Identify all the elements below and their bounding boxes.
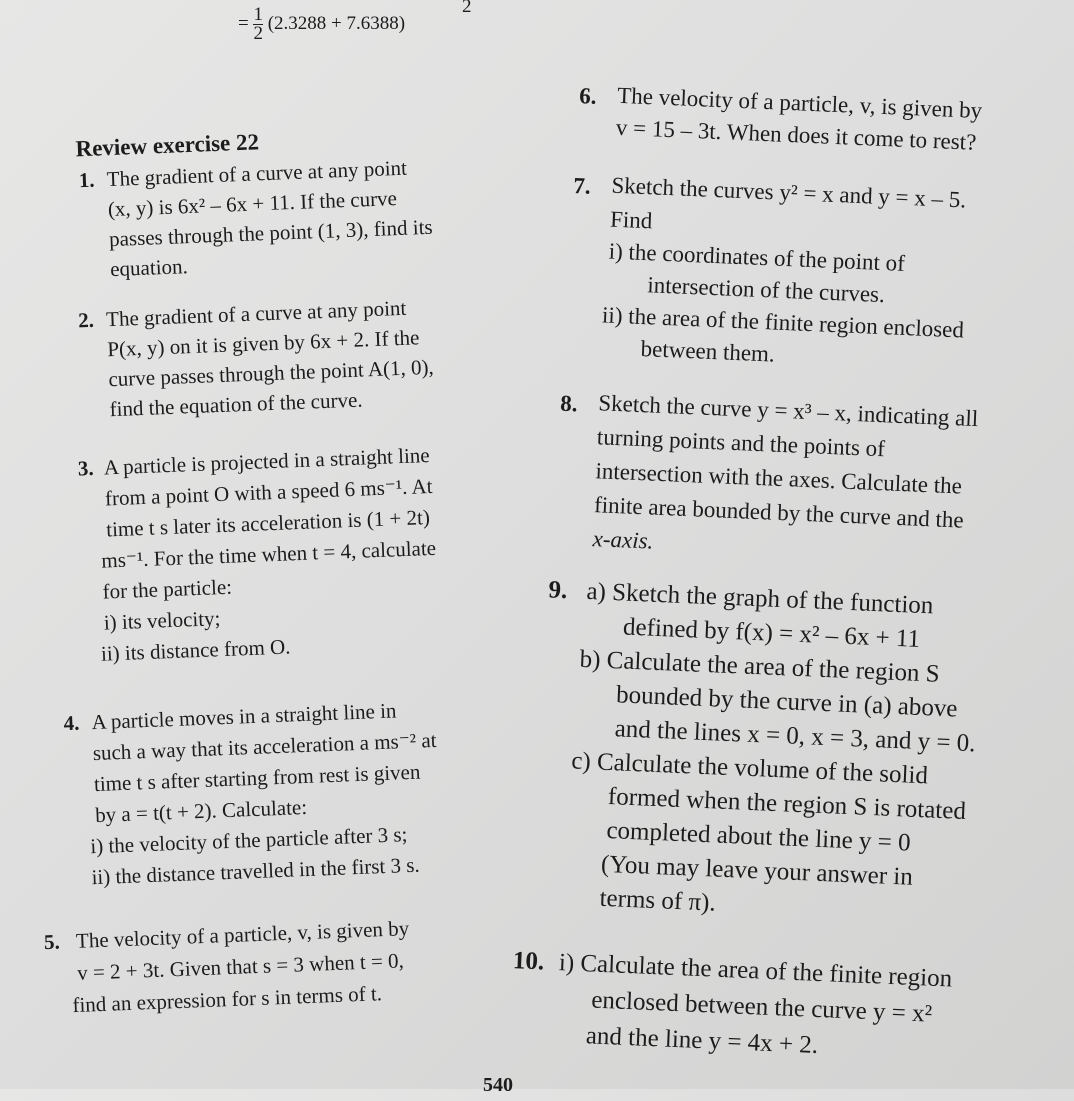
q3-line-4: ms⁻¹. For the time when t = 4, calculate — [100, 535, 437, 573]
q2-line-3: curve passes through the point A(1, 0), — [107, 354, 435, 392]
q7-line-3: i) the coordinates of the point of — [608, 238, 906, 276]
q3-number: 3. — [77, 455, 95, 481]
q3-line-3: time t s later its acceleration is (1 + 2t) — [105, 505, 431, 542]
q9-line-7: formed when the region S is rotated — [607, 783, 967, 825]
q4-number: 4. — [63, 710, 80, 736]
q1-line-4: equation. — [109, 254, 189, 282]
q9-number: 9. — [547, 576, 568, 605]
q9-line-1: a) Sketch the graph of the function — [585, 577, 934, 620]
q5-line-1: The velocity of a particle, v, is given by — [75, 916, 410, 953]
q4-line-4: by a = t(t + 2). Calculate: — [94, 794, 308, 828]
q9-line-5: and the lines x = 0, x = 3, and y = 0. — [614, 715, 977, 758]
equals-sign: = — [238, 12, 254, 34]
q5-line-2: v = 2 + 3t. Given that s = 3 when t = 0, — [76, 948, 405, 985]
fraction-numerator: 1 — [253, 4, 263, 25]
q6-line-2: v = 15 – 3t. When does it come to rest? — [615, 114, 977, 155]
q2-line-1: The gradient of a curve at any point — [105, 295, 407, 332]
q8-line-4: finite area bounded by the curve and the — [593, 492, 965, 533]
page-number: 540 — [483, 1074, 513, 1096]
top-fragment-digit: 2 — [462, 0, 472, 17]
q9-line-9: (You may leave your answer in — [600, 850, 914, 891]
q7-line-1: Sketch the curves y² = x and y = x – 5. — [611, 172, 967, 213]
q10-line-2: enclosed between the curve y = x² — [590, 986, 933, 1028]
q4-line-6: ii) the distance travelled in the first 3 s. — [91, 852, 421, 890]
q10-line-1: i) Calculate the area of the finite region — [558, 949, 953, 993]
q1-number: 1. — [78, 167, 95, 193]
q5-number: 5. — [43, 929, 61, 955]
q9-line-2: defined by f(x) = x² – 6x + 11 — [622, 613, 921, 653]
q3-line-6: i) its velocity; — [103, 606, 221, 635]
q7-number: 7. — [572, 173, 592, 199]
q4-line-2: such a way that its acceleration a ms⁻² at — [92, 727, 437, 766]
q3-line-5: for the particle: — [102, 574, 233, 604]
q9-line-3: b) Calculate the area of the region S — [579, 645, 941, 688]
q9-line-6: c) Calculate the volume of the solid — [570, 747, 929, 790]
fragment-expression: (2.3288 + 7.6388) — [267, 12, 406, 34]
q5-line-3: find an expression for s in terms of t. — [71, 981, 383, 1018]
q3-line-1: A particle is projected in a straight line — [103, 442, 431, 480]
q7-line-6: between them. — [640, 335, 776, 367]
right-column — [498, 0, 1074, 1101]
q6-line-1: The velocity of a particle, v, is given by — [616, 82, 983, 124]
q9-line-4: bounded by the curve in (a) above — [615, 681, 959, 723]
q1-line-2: (x, y) is 6x² – 6x + 11. If the curve — [107, 186, 398, 222]
q7-line-2: Find — [609, 206, 653, 234]
q3-line-2: from a point O with a speed 6 ms⁻¹. At — [104, 473, 433, 511]
q8-line-2: turning points and the points of — [596, 424, 886, 462]
q2-number: 2. — [77, 307, 95, 333]
q8-line-5: x-axis. — [592, 526, 654, 554]
q4-line-5: i) the velocity of the particle after 3 s; — [89, 822, 408, 859]
q1-line-3: passes through the point (1, 3), find its — [108, 214, 434, 252]
fraction-denominator: 2 — [253, 23, 263, 44]
q7-line-5: ii) the area of the finite region enclosed — [601, 302, 965, 343]
q10-line-3: and the line y = 4x + 2. — [585, 1022, 819, 1060]
q3-line-7: ii) its distance from O. — [100, 634, 291, 666]
q9-line-10: terms of π). — [599, 884, 717, 917]
q4-line-1: A particle moves in a straight line in — [91, 698, 397, 735]
q8-number: 8. — [559, 390, 579, 417]
q2-line-2: P(x, y) on it is given by 6x + 2. If the — [106, 325, 420, 362]
q2-line-4: find the equation of the curve. — [109, 387, 363, 422]
q9-line-8: completed about the line y = 0 — [605, 816, 912, 857]
q10-number: 10. — [512, 947, 545, 976]
q8-line-3: intersection with the axes. Calculate the — [595, 458, 963, 499]
q1-line-1: The gradient of a curve at any point — [106, 155, 408, 192]
q7-line-4: intersection of the curves. — [646, 272, 886, 308]
exercise-heading: Review exercise 22 — [75, 129, 260, 162]
q8-line-1: Sketch the curve y = x³ – x, indicating all — [597, 390, 979, 432]
q6-number: 6. — [578, 83, 598, 109]
q4-line-3: time t s after starting from rest is given — [93, 759, 421, 797]
